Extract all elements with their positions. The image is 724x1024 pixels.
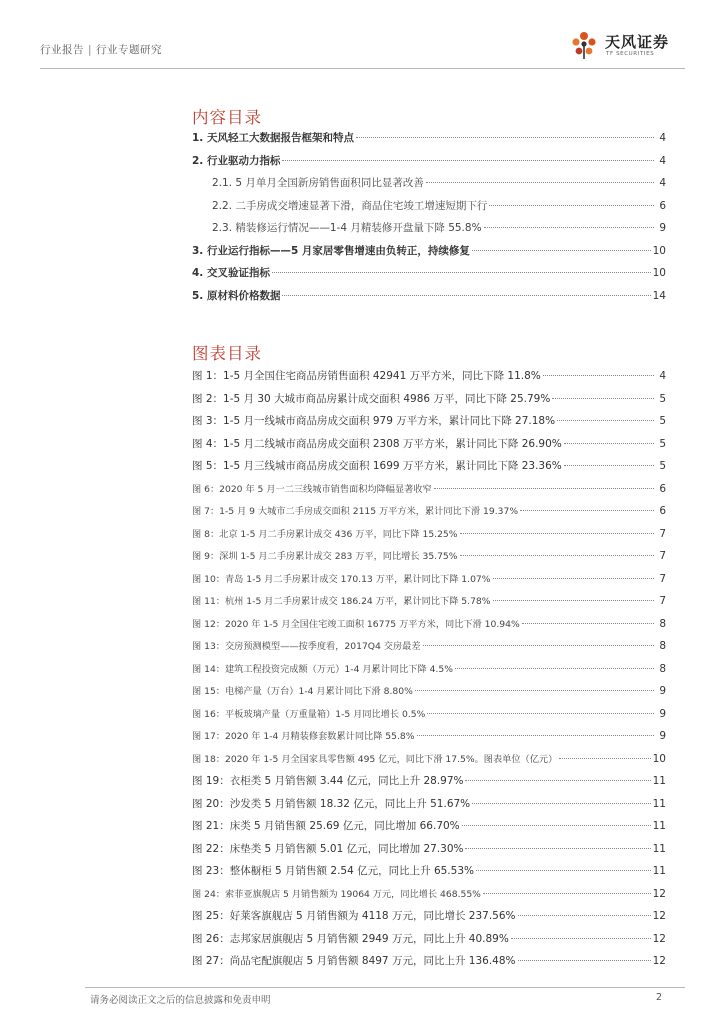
figure-entry[interactable] <box>192 523 666 546</box>
dot-leader <box>417 735 655 736</box>
figure-entry-page: 5 <box>659 437 666 450</box>
dot-leader <box>415 690 654 691</box>
figure-entry-page: 11 <box>652 865 666 877</box>
figure-entry-page: 8 <box>659 640 666 652</box>
flower-logo-icon <box>569 30 599 60</box>
dot-leader <box>356 137 654 138</box>
toc-entry[interactable] <box>192 240 666 263</box>
figure-entry-page: 11 <box>652 820 666 832</box>
figure-entry-page: 5 <box>659 392 666 405</box>
dot-leader <box>552 398 654 399</box>
toc-entry-page: 10 <box>652 244 666 257</box>
figure-entry-label: 图 6：2020 年 5 月一二三线城市销售面积均降幅显著收窄 <box>192 483 432 495</box>
dot-leader <box>518 960 651 961</box>
figure-entry[interactable] <box>192 478 666 501</box>
figure-entry-label: 图 15：电梯产量（万台）1-4 月累计同比下滑 8.80% <box>192 686 413 697</box>
figure-entry[interactable] <box>192 635 666 658</box>
toc-entry[interactable] <box>192 150 666 173</box>
toc-entry[interactable] <box>192 285 666 308</box>
figure-entry-label: 图 26：志邦家居旗舰店 5 月销售额 2949 万元，同比上升 40.89% <box>192 932 509 945</box>
figure-entry-label: 图 3：1-5 月一线城市商品房成交面积 979 万平方米，累计同比下降 27.18% <box>192 415 556 427</box>
figure-entry-label: 图 17：2020 年 1-4 月精装修套数累计同比降 55.8% <box>192 731 415 742</box>
figure-entry[interactable] <box>192 613 666 636</box>
figure-entry-page: 4 <box>659 370 666 382</box>
figure-entry[interactable] <box>192 500 666 523</box>
dot-leader <box>493 600 655 601</box>
figure-entry-page: 7 <box>659 572 666 585</box>
page-number: 2 <box>656 992 663 1003</box>
figure-entry-page: 9 <box>659 707 666 720</box>
dot-leader <box>557 420 654 421</box>
figure-entry[interactable] <box>192 905 666 928</box>
figure-entry-page: 7 <box>659 550 666 562</box>
figure-entry[interactable] <box>192 410 666 433</box>
footer-disclaimer: 请务必阅读正文之后的信息披露和免责申明 <box>90 995 271 1006</box>
figure-entry[interactable] <box>192 680 666 703</box>
figure-entry-label: 图 12：2020 年 1-5 月全国住宅竣工面积 16775 万平方米，同比下滑 10.94% <box>192 618 520 630</box>
toc-entry-label: 1. 天风轻工大数据报告框架和特点 <box>192 132 354 144</box>
dot-leader <box>282 295 650 296</box>
toc-entry[interactable] <box>192 262 666 285</box>
toc-subentry[interactable] <box>192 217 666 240</box>
dot-leader <box>272 272 651 273</box>
logo-company-name-en: TF SECURITIES <box>606 51 655 57</box>
dot-leader <box>423 645 654 646</box>
dot-leader <box>484 227 654 228</box>
figure-entry[interactable] <box>192 793 666 816</box>
dot-leader <box>483 893 651 894</box>
dot-leader <box>522 623 654 624</box>
table-of-contents <box>192 127 666 307</box>
figure-entry[interactable] <box>192 365 666 388</box>
figure-entry-label: 图 25：好莱客旗舰店 5 月销售额为 4118 万元，同比增长 237.56% <box>192 910 516 922</box>
toc-entry-page: 4 <box>659 177 666 189</box>
toc-entry-page: 4 <box>659 132 666 144</box>
dot-leader <box>465 848 650 849</box>
figure-entry-page: 12 <box>652 932 666 945</box>
figures-title: 图表目录 <box>192 344 262 363</box>
toc-entry-label: 2. 行业驱动力指标 <box>192 154 281 167</box>
toc-title: 内容目录 <box>192 108 262 127</box>
footer-divider <box>85 987 685 988</box>
figure-entry-page: 7 <box>659 527 666 540</box>
dot-leader <box>493 578 655 579</box>
dot-leader <box>520 510 654 511</box>
figure-entry-label: 图 8：北京 1-5 月二手房累计成交 436 万平，同比下降 15.25% <box>192 528 458 540</box>
dot-leader <box>489 205 654 206</box>
figure-entry[interactable] <box>192 590 666 613</box>
figure-entry-label: 图 7：1-5 月 9 大城市二手房成交面积 2115 万平方米，累计同比下滑 19.37% <box>192 506 519 517</box>
toc-entry-page: 4 <box>659 154 666 167</box>
figure-entry[interactable] <box>192 883 666 906</box>
toc-entry-label: 2.1. 5 月单月全国新房销售面积同比显著改善 <box>212 177 424 189</box>
figure-entry-page: 8 <box>659 617 666 630</box>
figure-entry-page: 8 <box>659 662 666 675</box>
figure-entry-label: 图 11：杭州 1-5 月二手房累计成交 186.24 万平，累计同比下降 5.78% <box>192 596 491 607</box>
breadcrumb-report-category: 行业专题研究 <box>96 44 163 56</box>
toc-entry-page: 10 <box>652 267 666 279</box>
figure-entry-page: 7 <box>659 595 666 607</box>
dot-leader <box>460 533 654 534</box>
figure-entry-label: 图 16：平板玻璃产量（万重量箱）1-5 月同比增长 0.5% <box>192 708 426 720</box>
figure-entry-label: 图 18：2020 年 1-5 月全国家具零售额 495 亿元，同比下滑 17.5%。图表单位（亿元） <box>192 753 558 765</box>
figure-entry[interactable] <box>192 815 666 838</box>
logo-company-name: 天风证券 <box>605 33 670 51</box>
figure-entry-label: 图 5：1-5 月三线城市商品房成交面积 1699 万平方米，累计同比下降 23.36% <box>192 460 562 472</box>
dot-leader <box>564 443 654 444</box>
figure-entry-label: 图 23：整体橱柜 5 月销售额 2.54 亿元，同比上升 65.53% <box>192 865 474 877</box>
figure-entry-page: 11 <box>652 775 666 787</box>
dot-leader <box>564 465 654 466</box>
figure-entry-page: 12 <box>652 887 666 900</box>
figure-entry-label: 图 9：深圳 1-5 月二手房累计成交 283 万平，同比增长 35.75% <box>192 551 458 562</box>
figure-entry-label: 图 10：青岛 1-5 月二手房累计成交 170.13 万平，累计同比下降 1.07% <box>192 573 491 585</box>
figure-entry-page: 10 <box>652 752 666 765</box>
dot-leader <box>511 938 651 939</box>
figure-entry-label: 图 4：1-5 月二线城市商品房成交面积 2308 万平方米，累计同比下降 26.90% <box>192 437 562 450</box>
dot-leader <box>518 915 651 916</box>
figure-entry-page: 12 <box>652 955 666 967</box>
dot-leader <box>460 555 654 556</box>
toc-subentry[interactable] <box>192 172 666 195</box>
figure-entry[interactable] <box>192 703 666 726</box>
figure-entry-label: 图 14：建筑工程投资完成额（万元）1-4 月累计同比下降 4.5% <box>192 663 453 675</box>
figure-entry-page: 9 <box>659 730 666 742</box>
breadcrumb <box>40 42 162 57</box>
toc-entry[interactable] <box>192 127 666 150</box>
figure-entry[interactable] <box>192 388 666 411</box>
dot-leader <box>282 160 654 161</box>
breadcrumb-report-type: 行业报告 <box>40 44 84 56</box>
figure-entry-label: 图 20：沙发类 5 月销售额 18.32 亿元，同比上升 51.67% <box>192 797 471 810</box>
breadcrumb-separator: | <box>88 44 93 56</box>
toc-entry-page: 9 <box>659 222 666 234</box>
page-header <box>40 28 685 68</box>
dot-leader <box>455 668 654 669</box>
dot-leader <box>434 488 654 489</box>
toc-entry-page: 6 <box>659 199 666 212</box>
figure-entry[interactable] <box>192 928 666 951</box>
figure-entry-label: 图 2：1-5 月 30 大城市商品房累计成交面积 4986 万平，同比下降 25.79% <box>192 392 551 405</box>
dot-leader <box>465 780 650 781</box>
figure-entry-page: 11 <box>652 842 666 855</box>
figure-entry[interactable] <box>192 770 666 793</box>
dot-leader <box>427 713 654 714</box>
figure-entry[interactable] <box>192 455 666 478</box>
figure-entry[interactable] <box>192 568 666 591</box>
figure-entry-label: 图 13：交房预测模型——按季度看，2017Q4 交房最差 <box>192 641 421 652</box>
dot-leader <box>543 375 654 376</box>
toc-entry-label: 3. 行业运行指标——5 月家居零售增速由负转正，持续修复 <box>192 244 470 257</box>
toc-subentry[interactable] <box>192 195 666 218</box>
figure-entry-page: 5 <box>659 460 666 472</box>
figure-entry-label: 图 19：衣柜类 5 月销售额 3.44 亿元，同比上升 28.97% <box>192 775 464 787</box>
figure-list <box>192 365 666 973</box>
company-logo <box>569 28 681 64</box>
toc-entry-label: 4. 交叉验证指标 <box>192 267 270 279</box>
figure-entry-page: 5 <box>659 415 666 427</box>
dot-leader <box>472 803 650 804</box>
dot-leader <box>559 758 650 759</box>
figure-entry-label: 图 27：尚品宅配旗舰店 5 月销售额 8497 万元，同比上升 136.48% <box>192 955 516 967</box>
figure-entry[interactable] <box>192 950 666 973</box>
header-divider <box>40 68 685 69</box>
figure-entry[interactable] <box>192 748 666 771</box>
figure-entry-label: 图 1：1-5 月全国住宅商品房销售面积 42941 万平方米，同比下降 11.8% <box>192 370 541 382</box>
toc-entry-label: 2.3. 精装修运行情况——1-4 月精装修开盘量下降 55.8% <box>212 222 482 234</box>
figure-entry[interactable] <box>192 860 666 883</box>
dot-leader <box>426 182 654 183</box>
dot-leader <box>472 250 651 251</box>
figure-entry-label: 图 22：床垫类 5 月销售额 5.01 亿元，同比增加 27.30% <box>192 842 464 855</box>
figure-entry-page: 11 <box>652 797 666 810</box>
figure-entry-page: 6 <box>659 482 666 495</box>
figure-entry[interactable] <box>192 545 666 568</box>
figure-entry-label: 图 24：索菲亚旗舰店 5 月销售额为 19064 万元，同比增长 468.55% <box>192 888 481 900</box>
dot-leader <box>462 825 651 826</box>
toc-entry-page: 14 <box>652 289 666 302</box>
toc-entry-label: 2.2. 二手房成交增速显著下滑，商品住宅竣工增速短期下行 <box>212 199 488 212</box>
figure-entry-page: 6 <box>659 505 666 517</box>
figure-entry[interactable] <box>192 838 666 861</box>
figure-entry[interactable] <box>192 725 666 748</box>
dot-leader <box>476 870 651 871</box>
figure-entry[interactable] <box>192 658 666 681</box>
toc-entry-label: 5. 原材料价格数据 <box>192 289 281 302</box>
figure-entry-page: 9 <box>659 685 666 697</box>
figure-entry[interactable] <box>192 433 666 456</box>
figure-entry-label: 图 21：床类 5 月销售额 25.69 亿元，同比增加 66.70% <box>192 820 460 832</box>
figure-entry-page: 12 <box>652 910 666 922</box>
